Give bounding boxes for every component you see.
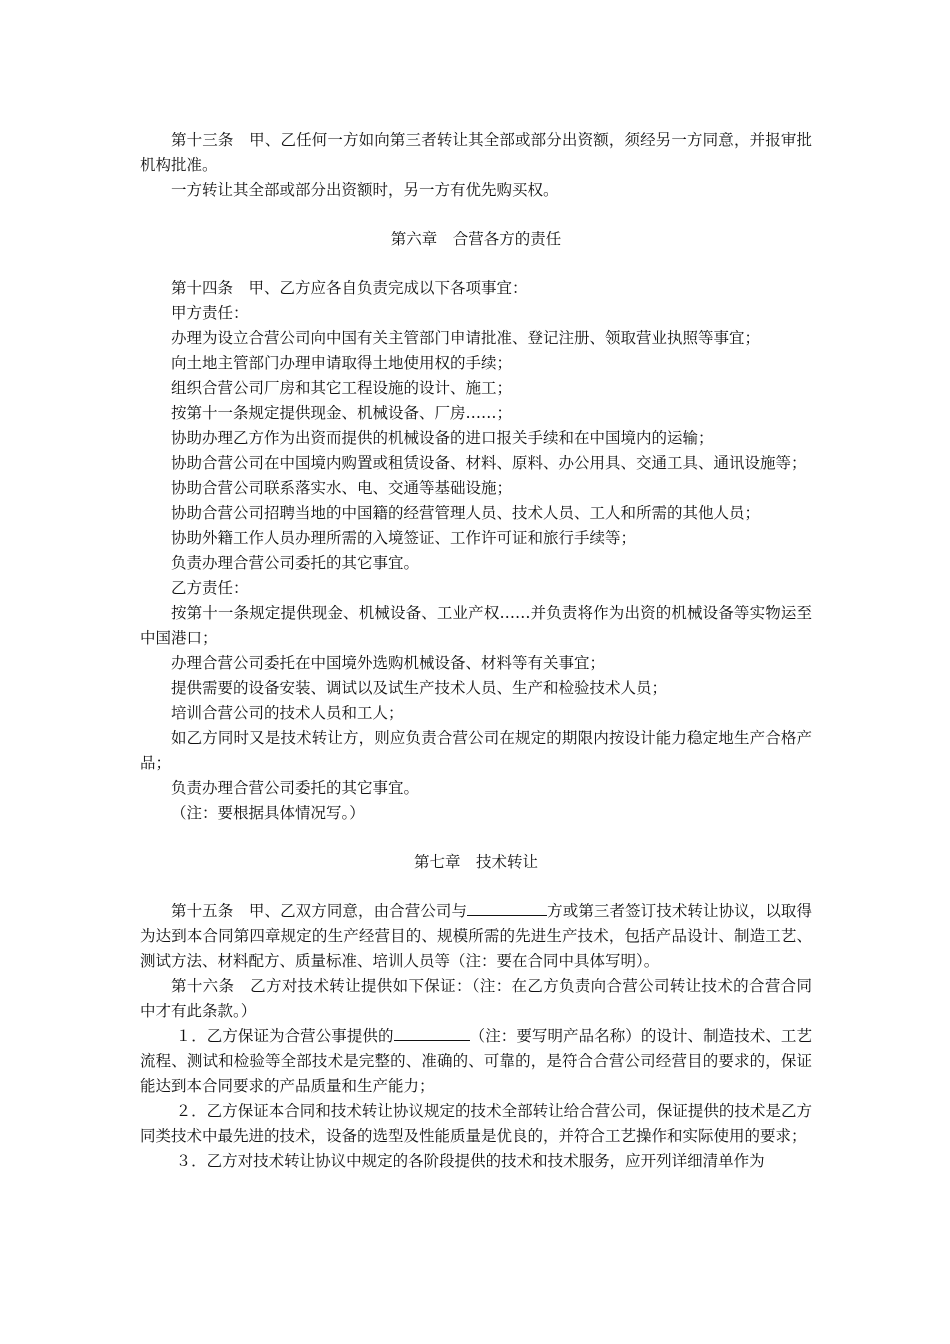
party-b-item: 办理合营公司委托在中国境外选购机械设备、材料等有关事宜；: [171, 654, 606, 672]
article-16-paragraph: 第十六条 乙方对技术转让提供如下保证：（注：在乙方负责向合营公司转让技术的合营合同中才有此条款。）: [140, 977, 812, 1020]
party-a-item: 办理为设立合营公司向中国有关主管部门申请批准、登记注册、领取营业执照等事宜；: [171, 329, 761, 347]
party-name-blank: [467, 899, 547, 916]
party-a-item: 负责办理合营公司委托的其它事宜。: [171, 554, 420, 572]
party-a-item: 向土地主管部门办理申请取得土地使用权的手续；: [171, 354, 513, 372]
party-a-item: 协助合营公司联系落实水、电、交通等基础设施；: [171, 479, 513, 497]
chapter-6-heading: 第六章 合营各方的责任: [390, 230, 562, 248]
chapter-6-note: （注：要根据具体情况写。）: [171, 804, 365, 822]
party-b-item: 提供需要的设备安装、调试以及试生产技术人员、生产和检验技术人员；: [171, 679, 668, 697]
party-a-item: 协助合营公司招聘当地的中国籍的经营管理人员、技术人员、工人和所需的其他人员；: [171, 504, 761, 522]
party-b-item: 按第十一条规定提供现金、机械设备、工业产权……并负责将作为出资的机械设备等实物运至中国港口；: [140, 604, 812, 647]
article-15-text-start: 第十五条 甲、乙双方同意，由合营公司与: [171, 902, 468, 920]
party-b-item: 培训合营公司的技术人员和工人；: [171, 704, 404, 722]
party-a-label: 甲方责任：: [171, 304, 249, 322]
guarantee-item-1: [140, 1024, 812, 1099]
guarantee-item-3: ３．乙方对技术转让协议中规定的各阶段提供的技术和技术服务，应开列详细清单作为: [175, 1152, 765, 1170]
party-a-item: 协助外籍工作人员办理所需的入境签证、工作许可证和旅行手续等；: [171, 529, 637, 547]
article-14-paragraph: 第十四条 甲、乙方应各自负责完成以下各项事宜：: [171, 279, 528, 297]
document-body: [140, 128, 812, 1174]
party-a-item: 协助合营公司在中国境内购置或租赁设备、材料、原料、办公用具、交通工具、通讯设施等；: [171, 454, 807, 472]
party-a-item: 协助办理乙方作为出资而提供的机械设备的进口报关手续和在中国境内的运输；: [171, 429, 714, 447]
party-b-item: 负责办理合营公司委托的其它事宜。: [171, 779, 420, 797]
article-13-paragraph: 第十三条 甲、乙任何一方如向第三者转让其全部或部分出资额，须经另一方同意，并报审批机构批准。: [140, 131, 812, 174]
party-b-item: 如乙方同时又是技术转让方，则应负责合营公司在规定的期限内按设计能力稳定地生产合格产品；: [140, 729, 812, 772]
party-a-item: 按第十一条规定提供现金、机械设备、厂房……；: [171, 404, 513, 422]
chapter-7-heading: 第七章 技术转让: [413, 853, 538, 871]
article-13-priority-paragraph: 一方转让其全部或部分出资额时，另一方有优先购买权。: [171, 181, 559, 199]
party-b-label: 乙方责任：: [171, 579, 249, 597]
guarantee-item-1-text-end: （注：要写明产品名称）的设计、制造技术、工艺流程、测试和检验等全部技术是完整的、准确的、可靠的，是符合合营公司经营目的要求的，保证能达到本合同要求的产品质量和生产能力；: [140, 1027, 812, 1095]
party-a-item: 组织合营公司厂房和其它工程设施的设计、施工；: [171, 379, 513, 397]
product-name-blank: [394, 1024, 470, 1041]
article-15-text-end: 方或第三者签订技术转让协议，以取得为达到本合同第四章规定的生产经营目的、规模所需的先进生产技术，包括产品设计、制造工艺、测试方法、材料配方、质量标准、培训人员等（注：要在合同中具体写明）。: [140, 902, 812, 970]
guarantee-item-1-text-start: １．乙方保证为合营公事提供的: [175, 1027, 394, 1045]
article-15-paragraph: [140, 899, 812, 974]
guarantee-item-2: ２．乙方保证本合同和技术转让协议规定的技术全部转让给合营公司，保证提供的技术是乙方同类技术中最先进的技术，设备的选型及性能质量是优良的，并符合工艺操作和实际使用的要求；: [140, 1102, 812, 1145]
